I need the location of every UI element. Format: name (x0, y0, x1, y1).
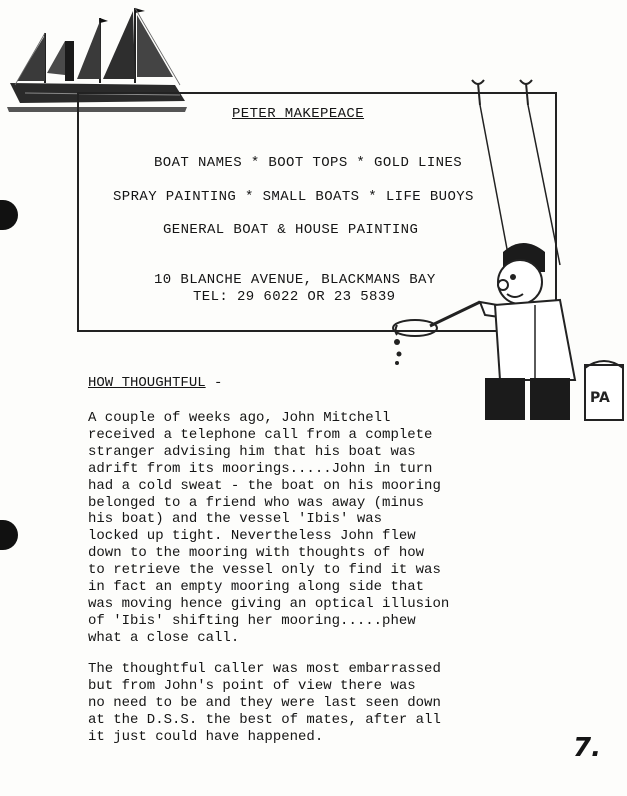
paragraph-line: down to the mooring with thoughts of how (88, 545, 425, 562)
paragraph-line: had a cold sweat - the boat on his mooring (88, 477, 441, 494)
advert-address: 10 BLANCHE AVENUE, BLACKMANS BAY (154, 272, 436, 288)
article-heading-line (88, 375, 222, 391)
paragraph-line: his boat) and the vessel 'Ibis' was (88, 511, 383, 528)
paragraph-line: was moving hence giving an optical illusion (88, 595, 450, 612)
advert-title: PETER MAKEPEACE (232, 106, 365, 122)
paragraph-line: of 'Ibis' shifting her mooring.....phew (88, 612, 416, 629)
paragraph-line: received a telephone call from a complete (88, 426, 433, 443)
paragraph-line: adrift from its moorings.....John in turn (88, 460, 433, 477)
paint-can-label: PA (590, 390, 610, 406)
binder-hole-bottom (0, 520, 18, 550)
paragraph-line: belonged to a friend who was away (minus (88, 494, 425, 511)
paragraph-line: locked up tight. Nevertheless John flew (88, 528, 416, 545)
paragraph-line: at the D.S.S. the best of mates, after all (88, 711, 441, 728)
binder-hole-top (0, 200, 18, 230)
paragraph-line: but from John's point of view there was (88, 677, 416, 694)
article-heading-dash: - (205, 375, 223, 391)
advert-services-line-3: GENERAL BOAT & HOUSE PAINTING (163, 222, 419, 238)
paragraph-line: stranger advising him that his boat was (88, 443, 416, 460)
paragraph-line: it just could have happened. (88, 728, 324, 745)
advert-phone: TEL: 29 6022 OR 23 5839 (193, 289, 396, 305)
paragraph-line: The thoughtful caller was most embarrassed (88, 661, 441, 677)
paragraph-line: A couple of weeks ago, John Mitchell (88, 410, 391, 426)
page-number: 7. (573, 733, 601, 763)
article-paragraph-1 (88, 410, 528, 647)
article-paragraph-2 (88, 661, 528, 746)
paragraph-line: what a close call. (88, 629, 240, 646)
paragraph-line: no need to be and they were last seen down (88, 694, 441, 711)
painter-cartoon-illustration (385, 230, 625, 430)
article-heading: HOW THOUGHTFUL (88, 375, 206, 391)
paragraph-line: in fact an empty mooring along side that (88, 579, 425, 596)
paragraph-line: to retrieve the vessel only to find it was (88, 562, 441, 579)
advert-services-line-2: SPRAY PAINTING * SMALL BOATS * LIFE BUOYS (113, 189, 474, 205)
advert-services-line-1: BOAT NAMES * BOOT TOPS * GOLD LINES (154, 155, 463, 171)
